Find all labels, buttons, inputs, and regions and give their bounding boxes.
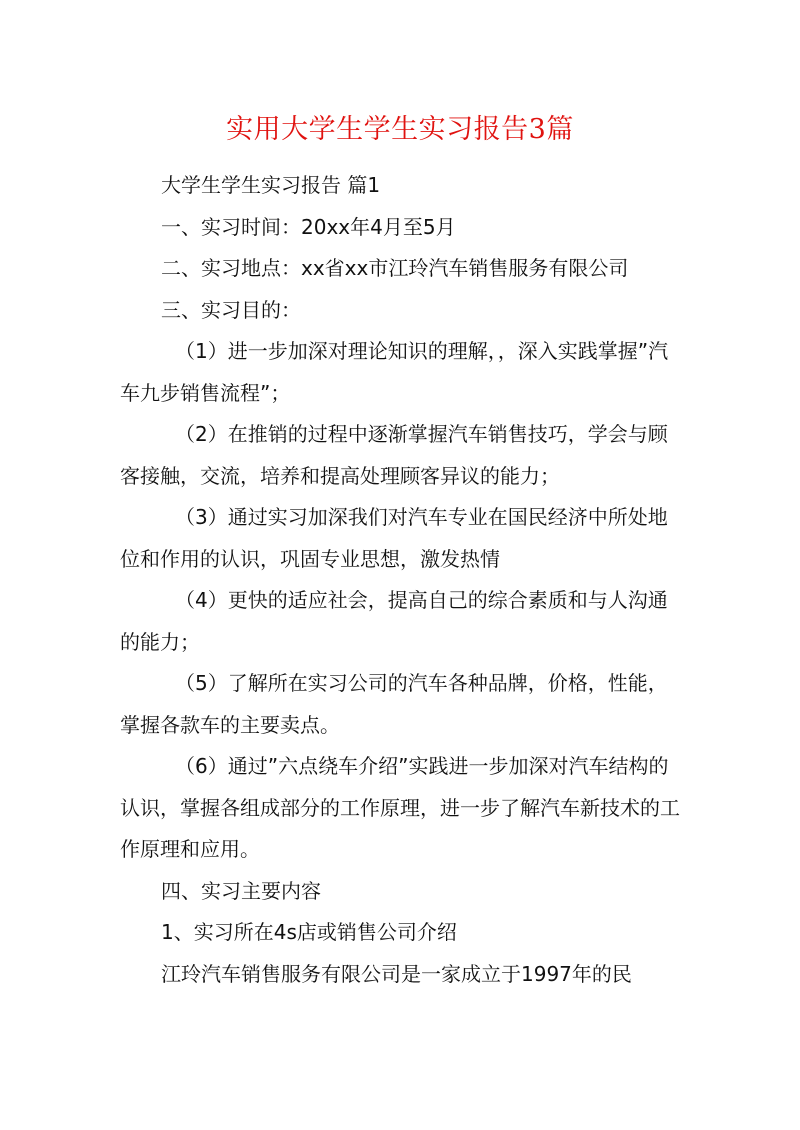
paragraph-purpose-5: （5）了解所在实习公司的汽车各种品牌，价格，性能，掌握各款车的主要卖点。 [120, 671, 668, 737]
paragraph-company-intro-heading: 1、实习所在4s店或销售公司介绍 [161, 920, 457, 944]
paragraph-purpose-4: （4）更快的适应社会，提高自己的综合素质和与人沟通的能力； [120, 588, 668, 654]
paragraph-main-content-heading: 四、实习主要内容 [161, 878, 321, 903]
paragraph-purpose-6: （6）通过”六点绕车介绍”实践进一步加深对汽车结构的认识，掌握各组成部分的工作原理，进一步了解汽车新技术的工作原理和应用。 [120, 754, 680, 861]
paragraph-internship-purpose-heading: 三、实习目的： [161, 297, 301, 322]
paragraph-internship-location: 二、实习地点：xx省xx市江玲汽车销售服务有限公司 [161, 256, 629, 280]
paragraph-company-intro: 江玲汽车销售服务有限公司是一家成立于1997年的民 [161, 961, 632, 986]
document-body [120, 165, 685, 995]
paragraph-internship-time: 一、实习时间：20xx年4月至5月 [161, 214, 456, 239]
paragraph-purpose-2: （2）在推销的过程中逐渐掌握汽车销售技巧，学会与顾客接触，交流，培养和提高处理顾客异议的能力； [120, 422, 668, 488]
paragraph-report-heading: 大学生学生实习报告 篇1 [161, 173, 381, 197]
document-title: 实用大学生学生实习报告3篇 [226, 114, 574, 145]
paragraph-purpose-3: （3）通过实习加深我们对汽车专业在国民经济中所处地位和作用的认识，巩固专业思想，激发热情 [120, 505, 668, 571]
paragraph-purpose-1: （1）进一步加深对理论知识的理解，，深入实践掌握”汽车九步销售流程”； [120, 339, 669, 405]
